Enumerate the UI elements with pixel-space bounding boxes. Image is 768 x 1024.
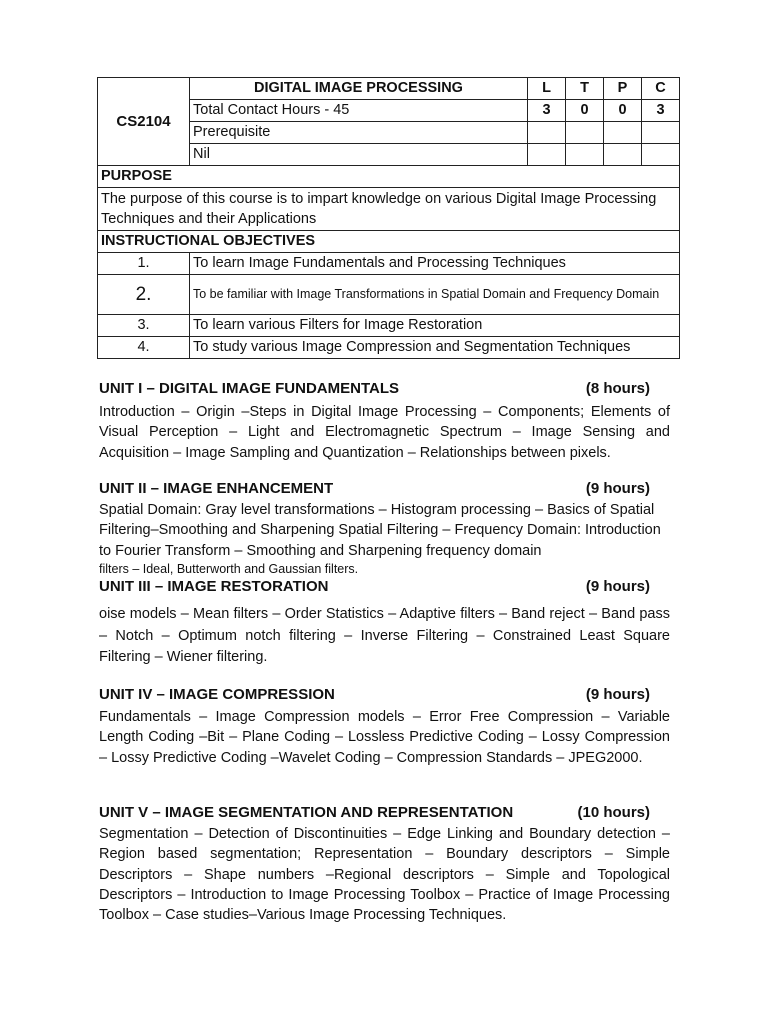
unit-title: UNIT III – IMAGE RESTORATION: [99, 578, 329, 595]
unit-title: UNIT IV – IMAGE COMPRESSION: [99, 686, 335, 703]
prerequisite-value: Nil: [190, 144, 528, 166]
unit-heading: [99, 686, 670, 704]
unit-section: [99, 480, 670, 577]
objective-text: To study various Image Compression and Segmentation Techniques: [190, 337, 680, 359]
unit-body: Segmentation – Detection of Discontinuities – Edge Linking and Boundary detection – Region based segmentation; Representation – Boundary descriptors – Simple Descriptors – Shape numbers –Regional descriptors – Simple and Topological Descriptors – Introduction to Image Processing Toolbox – Practice of Image Processing Toolbox – Case studies–Various Image Processing Techniques.: [99, 826, 670, 924]
purpose-heading-row: [98, 166, 680, 188]
ltpc-value-p: 0: [604, 100, 642, 122]
ltpc-value-l: 3: [528, 100, 566, 122]
course-title: DIGITAL IMAGE PROCESSING: [190, 78, 528, 100]
objective-text: To be familiar with Image Transformations in Spatial Domain and Frequency Domain: [190, 275, 680, 315]
purpose-text-row: [98, 188, 680, 231]
objective-row: [98, 337, 680, 359]
ltpc-header-p: P: [604, 78, 642, 100]
unit-body: oise models – Mean filters – Order Statistics – Adaptive filters – Band reject – Band pass – Notch – Optimum notch filtering – Inverse Filtering – Constrained Least Square Filtering – Wiener filtering.: [99, 606, 670, 665]
unit-section: [99, 578, 670, 669]
course-table: [97, 77, 680, 359]
objective-text: To learn Image Fundamentals and Processing Techniques: [190, 253, 680, 275]
ltpc-header-c: C: [642, 78, 680, 100]
objective-number: 4.: [98, 337, 190, 359]
unit-hours: (9 hours): [585, 686, 650, 703]
unit-heading: [99, 480, 670, 498]
unit-title: UNIT I – DIGITAL IMAGE FUNDAMENTALS: [99, 380, 399, 397]
objectives-heading-row: [98, 231, 680, 253]
objectives-heading: INSTRUCTIONAL OBJECTIVES: [98, 231, 680, 253]
unit-title: UNIT V – IMAGE SEGMENTATION AND REPRESENTATION: [99, 804, 514, 821]
purpose-text: The purpose of this course is to impart knowledge on various Digital Image Processing Techniques and their Applications: [98, 188, 680, 231]
unit-hours: (9 hours): [585, 578, 650, 595]
unit-section: [99, 804, 670, 925]
course-title-row: [98, 78, 680, 100]
unit-body: Introduction – Origin –Steps in Digital Image Processing – Components; Elements of Visual Perception – Light and Electromagnetic Spectrum – Image Sensing and Acquisition – Image Sampling and Quantization – Relationships between pixels.: [99, 404, 670, 461]
unit-hours: (8 hours): [585, 380, 650, 397]
objective-text: To learn various Filters for Image Restoration: [190, 315, 680, 337]
ltpc-value-t: 0: [566, 100, 604, 122]
unit-section: [99, 686, 670, 768]
ltpc-header-l: L: [528, 78, 566, 100]
ltpc-value-c: 3: [642, 100, 680, 122]
unit-section: [99, 380, 670, 463]
objective-number: 1.: [98, 253, 190, 275]
objective-number: 2.: [98, 275, 190, 315]
contact-hours: Total Contact Hours - 45: [190, 100, 528, 122]
prerequisite-label: Prerequisite: [190, 122, 528, 144]
course-code: CS2104: [98, 78, 190, 166]
unit-body-tail: filters – Ideal, Butterworth and Gaussian filters.: [99, 561, 359, 576]
unit-heading: [99, 380, 670, 398]
unit-body: Spatial Domain: Gray level transformations – Histogram processing – Basics of Spatial Filtering–Smoothing and Sharpening Spatial Filtering – Frequency Domain: Introduction to Fourier Transform – Smoothing and Sharpening frequency domain: [99, 502, 661, 559]
ltpc-header-t: T: [566, 78, 604, 100]
unit-hours: (10 hours): [577, 804, 650, 821]
unit-heading: [99, 578, 670, 596]
objective-number: 3.: [98, 315, 190, 337]
unit-title: UNIT II – IMAGE ENHANCEMENT: [99, 480, 334, 497]
objective-row: [98, 275, 680, 315]
unit-heading: [99, 804, 670, 822]
objective-row: [98, 315, 680, 337]
unit-hours: (9 hours): [585, 480, 650, 497]
purpose-heading: PURPOSE: [98, 166, 680, 188]
unit-body: Fundamentals – Image Compression models – Error Free Compression – Variable Length Coding –Bit – Plane Coding – Lossless Predictive Coding – Lossy Compression – Lossy Predictive Coding –Wavelet Coding – Compression Standards – JPEG2000.: [99, 709, 670, 766]
objective-row: [98, 253, 680, 275]
